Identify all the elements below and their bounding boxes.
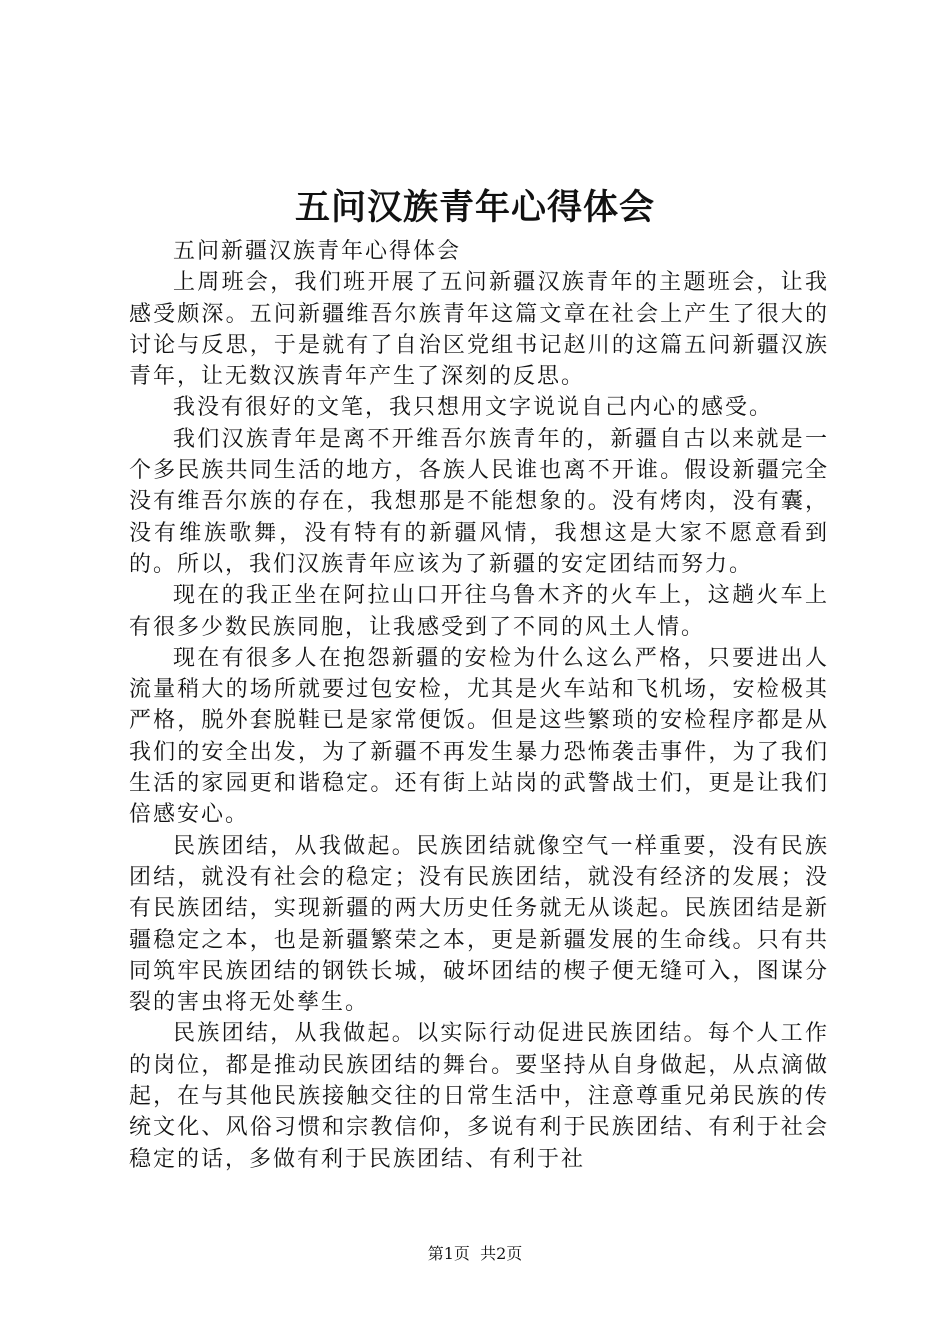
paragraph: 我没有很好的文笔，我只想用文字说说自己内心的感受。 [173,395,774,421]
page-footer [0,1243,950,1265]
paragraph: 民族团结，从我做起。民族团结就像空气一样重要，没有民族团结，就没有社会的稳定；没有民族团结，就没有经济的发展；没有民族团结，实现新疆的两大历史任务就无从谈起。民族团结是新疆稳定之本，也是新疆繁荣之本，更是新疆发展的生命线。只有共同筑牢民族团结的钢铁长城，破坏团结的楔子便无缝可入，图谋分裂的害虫将无处孳生。 [129,833,829,1016]
page-number: 第1页 共2页 [427,1244,523,1263]
paragraph: 五问新疆汉族青年心得体会 [173,239,462,264]
document-body [129,236,829,1175]
paragraph: 我们汉族青年是离不开维吾尔族青年的，新疆自古以来就是一个多民族共同生活的地方，各族人民谁也离不开谁。假设新疆完全没有维吾尔族的存在，我想那是不能想象的。没有烤肉，没有囊，没有维族歌舞，没有特有的新疆风情，我想这是大家不愿意看到的。所以，我们汉族青年应该为了新疆的安定团结而努力。 [129,426,829,577]
paragraph: 上周班会，我们班开展了五问新疆汉族青年的主题班会，让我感受颇深。五问新疆维吾尔族青年这篇文章在社会上产生了很大的讨论与反思，于是就有了自治区党组书记赵川的这篇五问新疆汉族青年，让无数汉族青年产生了深刻的反思。 [129,270,829,390]
paragraph: 现在的我正坐在阿拉山口开往乌鲁木齐的火车上，这趟火车上有很多少数民族同胞，让我感受到了不同的风土人情。 [129,583,829,640]
paragraph: 现在有很多人在抱怨新疆的安检为什么这么严格，只要进出人流量稍大的场所就要过包安检，尤其是火车站和飞机场，安检极其严格，脱外套脱鞋已是家常便饭。但是这些繁琐的安检程序都是从我们的安全出发，为了新疆不再发生暴力恐怖袭击事件，为了我们生活的家园更和谐稳定。还有街上站岗的武警战士们，更是让我们倍感安心。 [129,645,829,828]
document-title: 五问汉族青年心得体会 [294,187,655,228]
paragraph: 民族团结，从我做起。以实际行动促进民族团结。每个人工作的岗位，都是推动民族团结的舞台。要坚持从自身做起，从点滴做起，在与其他民族接触交往的日常生活中，注意尊重兄弟民族的传统文化、风俗习惯和宗教信仰，多说有利于民族团结、有利于社会稳定的话，多做有利于民族团结、有利于社 [129,1021,829,1172]
